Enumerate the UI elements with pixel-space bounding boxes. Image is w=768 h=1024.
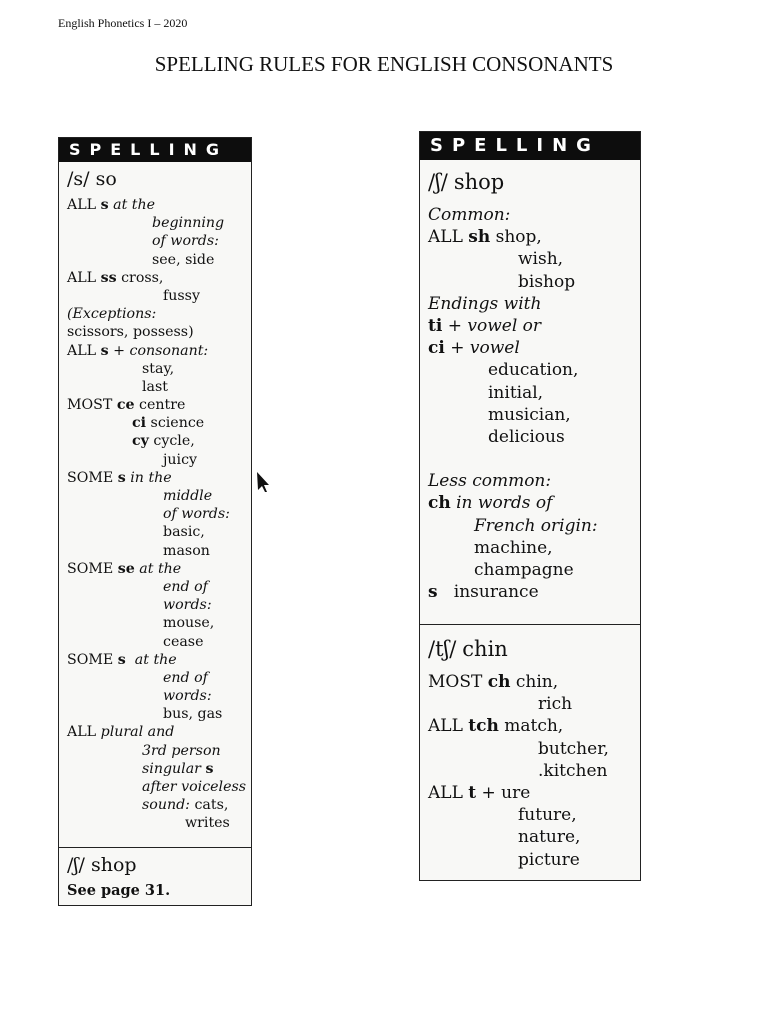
example-text: insurance bbox=[437, 582, 539, 603]
rule-line bbox=[67, 305, 251, 323]
rule-line bbox=[428, 293, 640, 315]
section-sh-sound bbox=[59, 847, 251, 904]
section-sh-sound bbox=[420, 160, 640, 624]
rule-line bbox=[67, 287, 251, 305]
example-text: + bbox=[442, 315, 468, 336]
rule-description: of words: bbox=[163, 506, 230, 523]
rule-line bbox=[67, 505, 251, 523]
spelling-pattern: ch bbox=[487, 672, 511, 692]
rule-line bbox=[428, 248, 640, 270]
rule-line bbox=[67, 323, 251, 341]
rule-description: 3rd person bbox=[142, 742, 221, 759]
page-title: SPELLING RULES FOR ENGLISH CONSONANTS bbox=[154, 52, 614, 76]
spelling-pattern: se bbox=[117, 560, 135, 577]
rule-line bbox=[428, 315, 640, 337]
rule-line bbox=[67, 523, 251, 541]
sound-heading bbox=[428, 637, 640, 661]
phoneme-symbol: /ʃ/ bbox=[428, 170, 448, 194]
example-text: see, side bbox=[152, 251, 215, 268]
rule-line bbox=[428, 760, 640, 782]
rule-line bbox=[67, 778, 251, 796]
example-text: last bbox=[142, 378, 168, 395]
section-tsh-sound bbox=[420, 624, 640, 875]
example-text: fussy bbox=[163, 287, 200, 304]
example-text: MOST bbox=[428, 672, 488, 692]
rule-line bbox=[428, 715, 640, 737]
spelling-pattern: s bbox=[117, 651, 126, 668]
example-text: ALL bbox=[67, 197, 101, 213]
rule-line bbox=[67, 414, 251, 432]
rule-line bbox=[67, 360, 251, 378]
example-word: shop bbox=[90, 854, 137, 876]
rule-description: at the bbox=[108, 197, 156, 213]
sound-heading bbox=[67, 168, 251, 190]
example-text: ALL bbox=[428, 716, 469, 737]
example-text: mason bbox=[163, 542, 210, 559]
example-text: chin, bbox=[510, 672, 559, 692]
example-text: SOME bbox=[67, 560, 118, 577]
example-text: centre bbox=[134, 397, 186, 414]
example-text: match, bbox=[498, 716, 564, 737]
rule-line bbox=[67, 742, 251, 760]
rule-line bbox=[67, 378, 251, 396]
example-text: wish, bbox=[518, 249, 564, 270]
rule-line bbox=[67, 542, 251, 560]
rule-line bbox=[67, 669, 251, 687]
cross-reference-note: See page 31. bbox=[67, 882, 171, 899]
phoneme-symbol: /s/ bbox=[67, 168, 90, 190]
rule-line bbox=[428, 849, 640, 871]
example-text: + ure bbox=[476, 782, 531, 803]
rule-line bbox=[428, 559, 640, 581]
rule-description: plural and bbox=[100, 724, 175, 741]
rule-line bbox=[428, 693, 640, 715]
rule-line bbox=[428, 448, 640, 470]
rule-line bbox=[428, 426, 640, 448]
spelling-pattern: t bbox=[468, 782, 477, 803]
rule-line bbox=[67, 432, 251, 450]
example-text: SOME bbox=[67, 651, 118, 668]
example-text: machine, bbox=[474, 537, 553, 558]
rule-line bbox=[67, 196, 251, 214]
example-text bbox=[428, 449, 433, 469]
example-text: juicy bbox=[163, 451, 198, 468]
spelling-pattern: s bbox=[428, 582, 438, 603]
rule-line bbox=[67, 269, 251, 287]
rule-description: vowel or bbox=[467, 315, 542, 336]
spelling-pattern: ch bbox=[428, 493, 451, 514]
rule-line bbox=[67, 796, 251, 814]
rule-description: in the bbox=[125, 469, 172, 486]
spelling-pattern: s bbox=[100, 197, 109, 213]
rule-line bbox=[67, 214, 251, 232]
example-text: education, bbox=[488, 360, 579, 381]
rule-line bbox=[67, 251, 251, 269]
rule-list bbox=[67, 196, 251, 833]
example-text: .kitchen bbox=[538, 760, 608, 781]
spelling-pattern: ci bbox=[428, 338, 445, 359]
example-text: butcher, bbox=[538, 738, 609, 759]
example-text: cats, bbox=[189, 797, 229, 814]
rule-description: of words: bbox=[152, 233, 219, 250]
rule-line bbox=[67, 487, 251, 505]
rule-line bbox=[67, 705, 251, 723]
rule-list bbox=[428, 671, 640, 871]
example-word: chin bbox=[462, 637, 508, 661]
example-text: SOME bbox=[67, 469, 118, 486]
rule-line bbox=[428, 470, 640, 492]
rule-line bbox=[428, 738, 640, 760]
example-text: champagne bbox=[474, 560, 574, 580]
example-text: scissors, possess) bbox=[67, 324, 194, 341]
rule-line bbox=[67, 760, 251, 778]
rule-line bbox=[428, 671, 640, 693]
example-text: nature, bbox=[518, 827, 581, 848]
rule-line bbox=[428, 581, 640, 603]
rule-description: vowel bbox=[469, 338, 520, 359]
rule-line bbox=[67, 469, 251, 487]
spelling-panel-s bbox=[58, 137, 252, 906]
rule-line bbox=[67, 560, 251, 578]
rule-line bbox=[428, 337, 640, 359]
phoneme-symbol: /tʃ/ bbox=[428, 637, 457, 661]
example-text: ALL bbox=[67, 724, 101, 741]
example-text: rich bbox=[538, 694, 573, 715]
rule-description: at the bbox=[125, 651, 177, 668]
rule-line bbox=[67, 342, 251, 360]
example-text: picture bbox=[518, 849, 580, 870]
rule-description: in words of bbox=[450, 493, 553, 514]
rule-description: sound: bbox=[142, 797, 190, 814]
rule-description: Endings with bbox=[428, 293, 542, 314]
rule-line bbox=[428, 515, 640, 537]
example-text: ALL bbox=[67, 269, 101, 286]
rule-description: words: bbox=[163, 688, 212, 705]
rule-line bbox=[67, 814, 251, 832]
example-text: ALL bbox=[67, 342, 101, 359]
spelling-pattern: ss bbox=[100, 269, 117, 286]
spelling-banner: SPELLING bbox=[59, 138, 251, 162]
rule-description: French origin: bbox=[474, 515, 598, 536]
rule-line bbox=[67, 687, 251, 705]
rule-description: beginning bbox=[152, 215, 225, 232]
example-text: writes bbox=[185, 815, 230, 832]
example-text: science bbox=[146, 415, 205, 432]
rule-description: consonant: bbox=[129, 342, 209, 359]
rule-line bbox=[428, 804, 640, 826]
rule-line bbox=[67, 633, 251, 651]
rule-line bbox=[428, 204, 640, 226]
example-text: ALL bbox=[428, 227, 469, 248]
rule-description: after voiceless bbox=[142, 779, 247, 795]
spelling-pattern: s bbox=[117, 469, 126, 486]
spelling-panel-sh bbox=[419, 131, 641, 881]
rule-description: words: bbox=[163, 597, 212, 614]
page-header: English Phonetics I – 2020 bbox=[58, 16, 188, 30]
example-text: stay, bbox=[142, 360, 175, 377]
rule-description: singular bbox=[142, 760, 206, 777]
example-text: + bbox=[444, 338, 470, 359]
rule-line bbox=[67, 396, 251, 414]
rule-line bbox=[67, 451, 251, 469]
rule-line bbox=[428, 782, 640, 804]
rule-line bbox=[428, 382, 640, 404]
rule-line bbox=[428, 826, 640, 848]
example-text: cycle, bbox=[148, 433, 195, 450]
rule-line bbox=[428, 537, 640, 559]
example-text: MOST bbox=[67, 397, 117, 414]
rule-description: middle bbox=[163, 488, 213, 504]
spelling-pattern: tch bbox=[468, 716, 499, 737]
rule-line bbox=[67, 651, 251, 669]
example-text: + bbox=[108, 342, 130, 359]
sound-heading bbox=[428, 170, 640, 194]
rule-description: Common: bbox=[428, 205, 511, 225]
spelling-pattern: cy bbox=[132, 433, 149, 450]
rule-line bbox=[428, 404, 640, 426]
rule-description: at the bbox=[134, 560, 182, 577]
example-text: bishop bbox=[518, 271, 576, 292]
example-text: cease bbox=[163, 633, 204, 650]
spelling-banner: SPELLING bbox=[420, 132, 640, 160]
rule-description: Less common: bbox=[428, 471, 552, 492]
example-text: cross, bbox=[116, 269, 164, 286]
rule-line bbox=[67, 614, 251, 632]
rule-description: (Exceptions: bbox=[67, 306, 157, 323]
rule-line bbox=[67, 596, 251, 614]
spelling-pattern: s bbox=[100, 342, 109, 359]
sound-heading bbox=[67, 854, 251, 876]
example-text: mouse, bbox=[163, 615, 215, 632]
example-text: delicious bbox=[488, 426, 565, 447]
example-text: future, bbox=[518, 805, 577, 826]
pointer-arrow-icon bbox=[256, 471, 270, 493]
section-s-sound bbox=[59, 162, 251, 847]
spelling-pattern: sh bbox=[468, 227, 491, 248]
rule-line bbox=[428, 492, 640, 514]
phoneme-symbol: /ʃ/ bbox=[67, 854, 85, 876]
spelling-pattern: ci bbox=[132, 415, 147, 432]
example-text: basic, bbox=[163, 524, 205, 541]
rule-description: end of bbox=[163, 669, 208, 686]
rule-line bbox=[67, 232, 251, 250]
example-word: so bbox=[95, 168, 117, 190]
rule-line bbox=[428, 359, 640, 381]
example-text: musician, bbox=[488, 404, 571, 425]
example-word: shop bbox=[453, 170, 505, 194]
example-text: ALL bbox=[428, 782, 469, 803]
rule-line bbox=[67, 578, 251, 596]
rule-line bbox=[428, 271, 640, 293]
spelling-pattern: ti bbox=[428, 315, 443, 336]
example-text: initial, bbox=[488, 382, 544, 403]
rule-description: end of bbox=[163, 578, 208, 595]
rule-line bbox=[67, 723, 251, 741]
rule-line bbox=[428, 226, 640, 248]
example-text: bus, gas bbox=[163, 706, 223, 723]
rule-list bbox=[428, 204, 640, 603]
example-text: shop, bbox=[490, 227, 542, 248]
spelling-pattern: s bbox=[205, 760, 214, 777]
spelling-pattern: ce bbox=[116, 397, 135, 414]
